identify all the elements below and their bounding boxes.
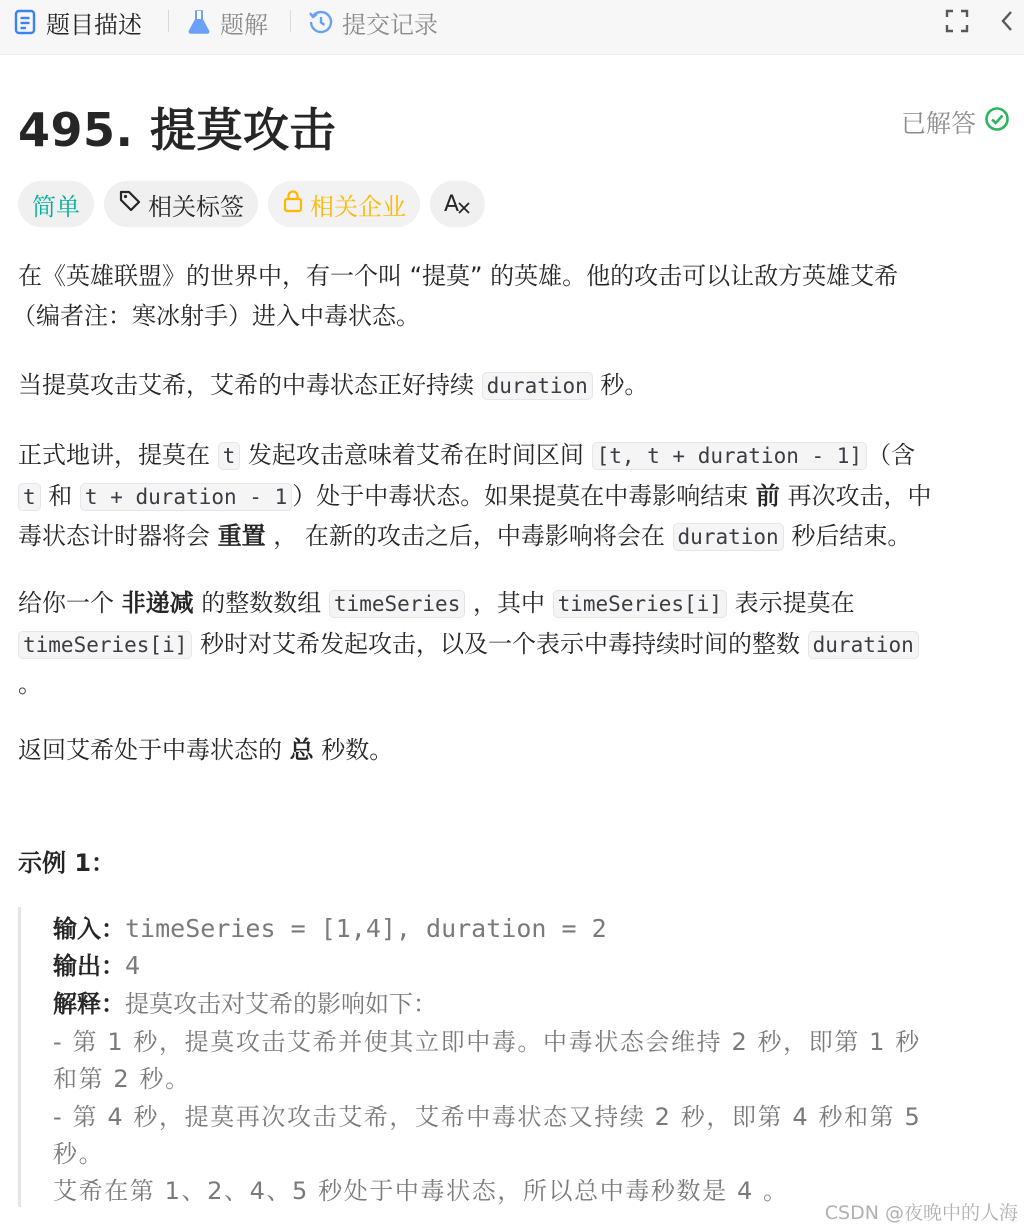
translate-button[interactable] [430, 181, 485, 227]
related-tags-label: 相关标签 [148, 192, 244, 221]
description-paragraph-3: 正式地讲，提莫在 t 发起攻击意味着艾希在时间区间 [t, t + duration - 1] （含 t 和 t + duration - 1 ）处于中毒状态。如果提莫在中毒影响结束 前 再次攻击，中 毒状态计时器将会 重置 ， 在新的攻击之后，中毒影响将会在 duration 秒后结束。 [18, 441, 932, 550]
problem-chips [18, 181, 485, 227]
example-explanation-line: - 第 4 秒，提莫再次攻击艾希，艾希中毒状态又持续 2 秒，即第 4 秒和第 5 [53, 1103, 922, 1131]
solved-label: 已解答 [900, 109, 976, 138]
description-paragraph-4: 给你一个 非递减 的整数数组 timeSeries ，其中 timeSeries[i] 表示提莫在 timeSeries[i] 秒时对艾希发起攻击，以及一个表示中毒持续时间的整数 duration 。 [18, 584, 1008, 705]
related-companies-button[interactable] [268, 181, 420, 227]
inline-code: timeSeries[i] [18, 631, 192, 659]
inline-code: duration [673, 523, 784, 551]
example-input: 输入：timeSeries = [1,4], duration = 2 [53, 914, 607, 943]
translate-icon: A [444, 192, 471, 217]
tab-bar [0, 0, 1024, 55]
history-icon [308, 9, 334, 35]
tab-label: 题目描述 [46, 10, 142, 39]
inline-code: timeSeries[i] [553, 590, 727, 618]
related-tags-button[interactable] [104, 181, 258, 227]
flask-icon [186, 9, 212, 35]
tab-divider [290, 10, 291, 32]
example-explanation-line: 和第 2 秒。 [53, 1065, 191, 1093]
tag-icon [118, 189, 142, 219]
solved-status [901, 104, 1010, 140]
tab-label: 题解 [220, 10, 268, 39]
example-title: 示例 1： [18, 849, 116, 877]
lock-icon [282, 189, 304, 219]
description-paragraph-2: 当提莫攻击艾希，艾希的中毒状态正好持续 duration 秒。 [18, 371, 649, 399]
description-paragraph-1: 在《英雄联盟》的世界中，有一个叫 “提莫” 的英雄。他的攻击可以让敌方英雄艾希 （编者注：寒冰射手）进入中毒状态。 [12, 262, 899, 330]
difficulty-badge [18, 181, 94, 227]
description-paragraph-5: 返回艾希处于中毒状态的 总 秒数。 [18, 736, 394, 764]
inline-code: t [18, 483, 41, 511]
fullscreen-icon[interactable] [940, 6, 974, 36]
inline-code: [t, t + duration - 1] [592, 442, 868, 470]
watermark: CSDN @夜晚中的人海 [824, 1202, 1018, 1224]
related-companies-label: 相关企业 [310, 192, 406, 221]
difficulty-label: 简单 [32, 192, 80, 221]
tab-divider [168, 10, 169, 32]
inline-code: duration [808, 631, 919, 659]
example-explanation-line: 秒。 [53, 1140, 105, 1168]
tab-submissions[interactable] [308, 4, 438, 40]
inline-code: duration [482, 372, 593, 400]
example-block [18, 907, 1011, 1207]
example-output: 输出：4 [53, 951, 141, 980]
document-icon [12, 9, 38, 35]
inline-code: timeSeries [329, 590, 465, 618]
tab-description[interactable] [12, 4, 142, 40]
tab-solutions[interactable] [186, 4, 268, 40]
inline-code: t + duration - 1 [80, 483, 292, 511]
collapse-chevron-icon[interactable] [990, 6, 1024, 36]
inline-code: t [218, 442, 241, 470]
problem-title: 495. 提莫攻击 [18, 103, 337, 157]
example-explanation: 解释：提莫攻击对艾希的影响如下： [53, 990, 437, 1018]
check-circle-icon [984, 106, 1010, 138]
tab-label: 提交记录 [342, 10, 438, 39]
example-explanation-line: - 第 1 秒，提莫攻击艾希并使其立即中毒。中毒状态会维持 2 秒，即第 1 秒 [53, 1028, 921, 1056]
example-explanation-line: 艾希在第 1、2、4、5 秒处于中毒状态，所以总中毒秒数是 4 。 [53, 1177, 789, 1205]
